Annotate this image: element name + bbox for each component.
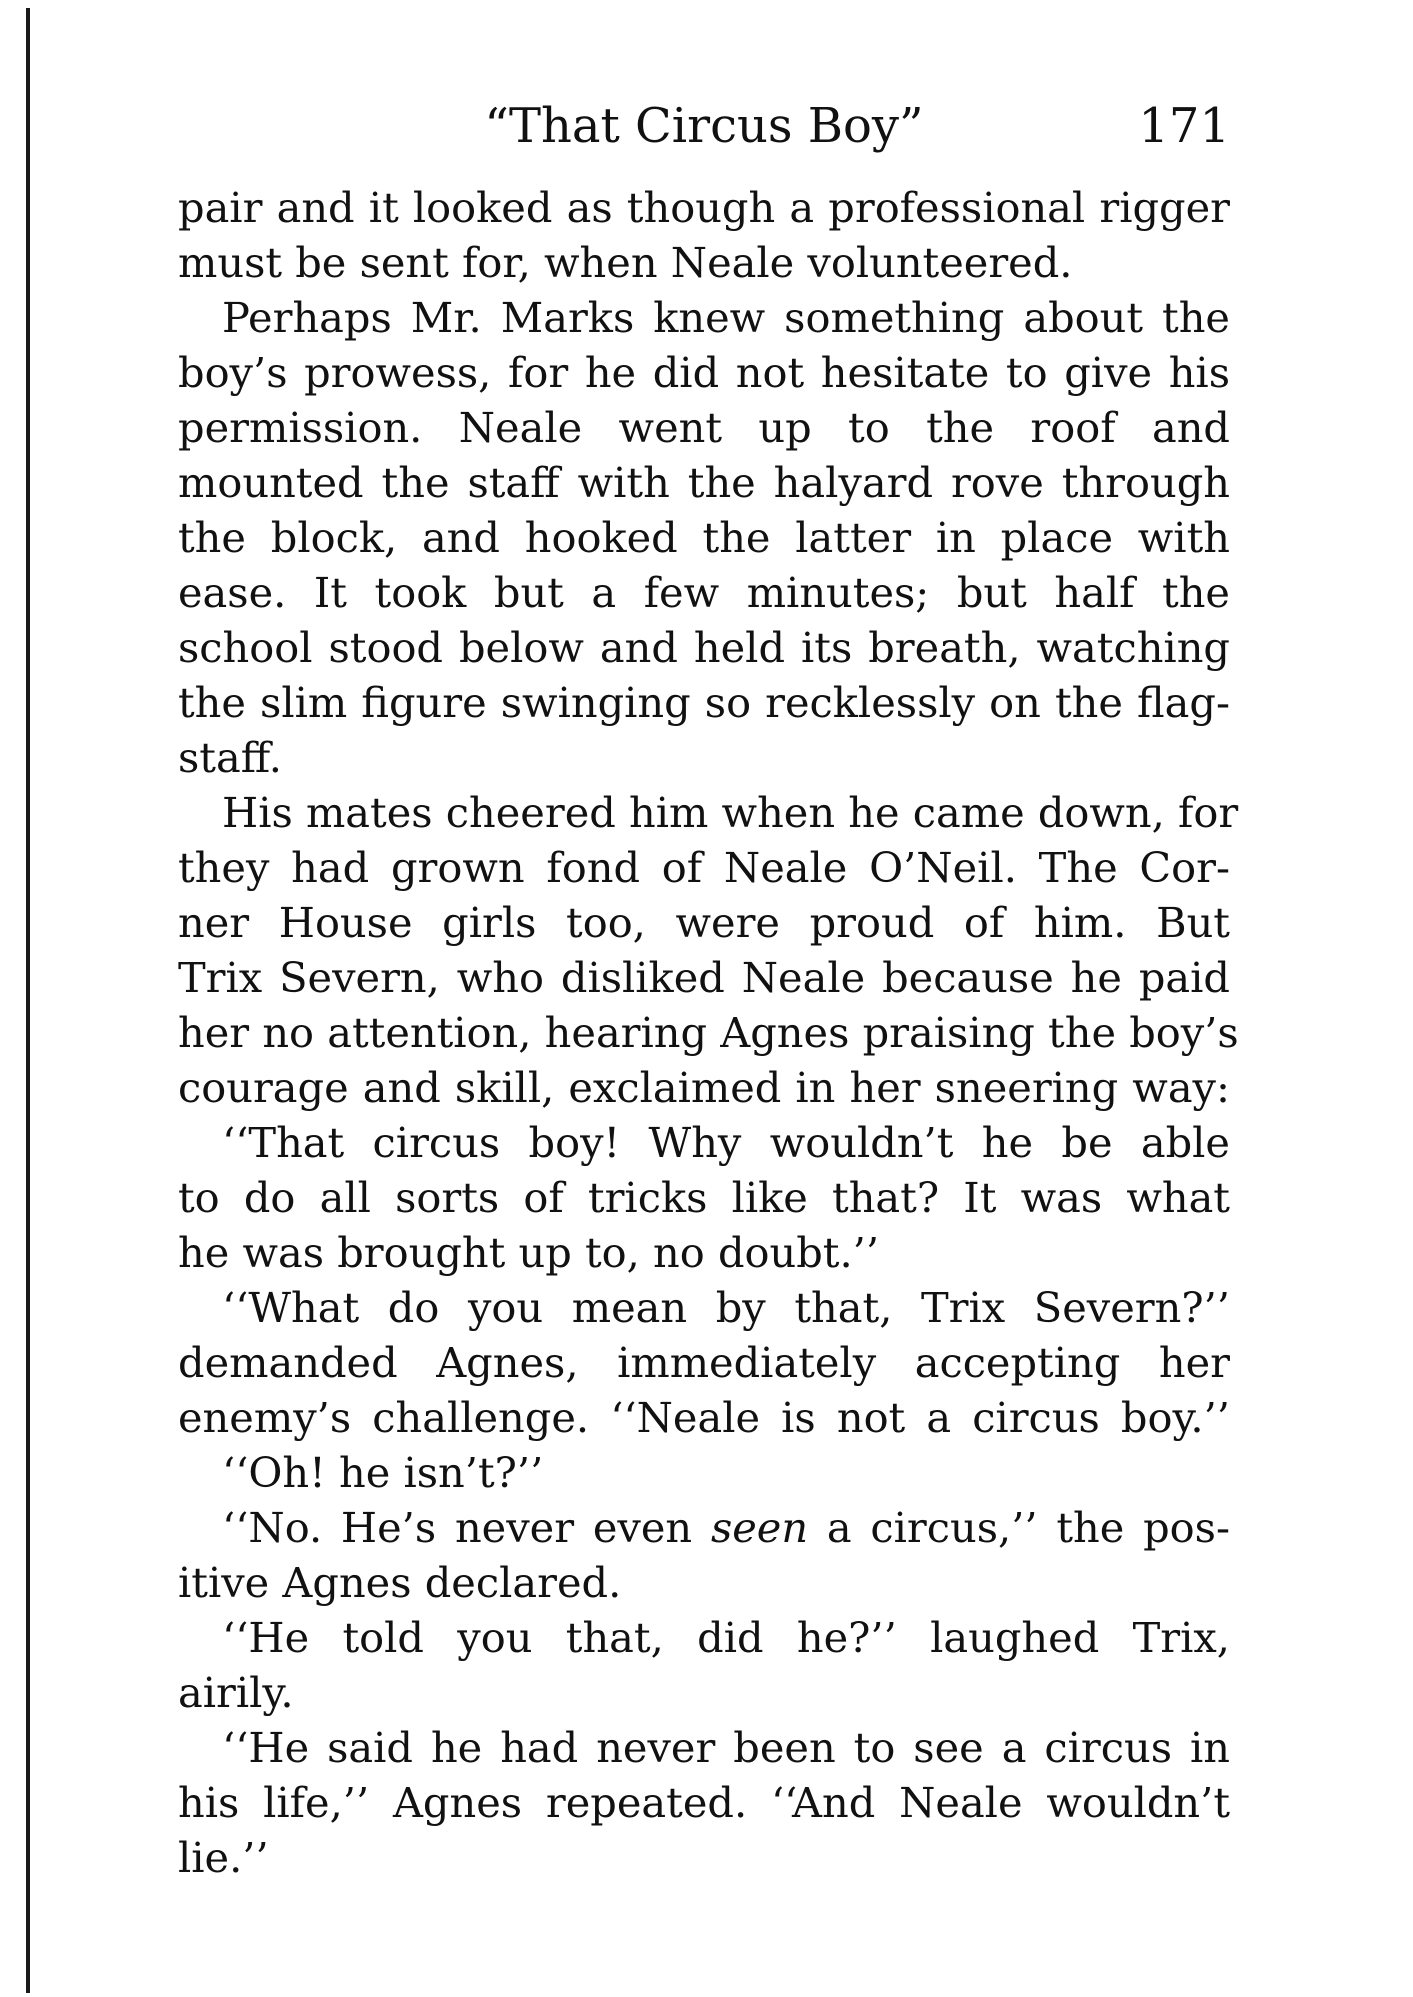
emphasis: seen — [710, 1503, 809, 1552]
text-line: the block, and hooked the latter in place with — [178, 513, 1230, 562]
text-line: mounted the staff with the halyard rove through — [178, 458, 1230, 507]
text-line: ease. It took but a few minutes; but half the — [178, 568, 1230, 617]
text-line: must be sent for, when Neale volunteered. — [178, 238, 1073, 287]
text-line: lie.’’ — [178, 1833, 269, 1882]
text-line: Perhaps Mr. Marks knew something about the — [222, 293, 1230, 342]
text-line: courage and skill, exclaimed in her sneering way: — [178, 1063, 1230, 1112]
page-header — [178, 96, 1230, 156]
text-line: school stood below and held its breath, watching — [178, 623, 1230, 672]
text-line: His mates cheered him when he came down, for — [222, 788, 1239, 837]
text-line: ner House girls too, were proud of him. But — [178, 898, 1230, 947]
text-line: her no attention, hearing Agnes praising the boy’s — [178, 1008, 1239, 1057]
text-line: Trix Severn, who disliked Neale because he paid — [178, 953, 1230, 1002]
page-number: 171 — [1138, 98, 1230, 154]
text-line: to do all sorts of tricks like that? It was what — [178, 1173, 1230, 1222]
text-line: demanded Agnes, immediately accepting her — [178, 1338, 1230, 1387]
text-line: enemy’s challenge. ‘‘Neale is not a circus boy.’’ — [178, 1393, 1230, 1442]
text-line: his life,’’ Agnes repeated. ‘‘And Neale wouldn’t — [178, 1778, 1230, 1827]
text-line: pair and it looked as though a professional rigger — [178, 183, 1230, 232]
running-title: “That Circus Boy” — [484, 98, 924, 154]
text-line: ‘‘No. He’s never even seen a circus,’’ the pos- — [222, 1503, 1230, 1552]
text-line: ‘‘Oh! he isn’t?’’ — [222, 1448, 544, 1497]
text-line: ‘‘What do you mean by that, Trix Severn?’’ — [222, 1283, 1230, 1332]
body-text — [178, 180, 1239, 1885]
text-line: they had grown fond of Neale O’Neil. The Cor- — [178, 843, 1230, 892]
text-line: airily. — [178, 1668, 294, 1717]
text-line: boy’s prowess, for he did not hesitate to give his — [178, 348, 1230, 397]
text-line: staff. — [178, 733, 282, 782]
text-line: permission. Neale went up to the roof and — [178, 403, 1230, 452]
page-gutter-line — [26, 8, 30, 1993]
text-line: itive Agnes declared. — [178, 1558, 622, 1607]
text-line: ‘‘He told you that, did he?’’ laughed Trix, — [222, 1613, 1230, 1662]
text-line: the slim figure swinging so recklessly on the flag- — [178, 678, 1230, 727]
text-line: ‘‘He said he had never been to see a circus in — [222, 1723, 1230, 1772]
text-line: ‘‘That circus boy! Why wouldn’t he be able — [222, 1118, 1230, 1167]
text-line: he was brought up to, no doubt.’’ — [178, 1228, 880, 1277]
